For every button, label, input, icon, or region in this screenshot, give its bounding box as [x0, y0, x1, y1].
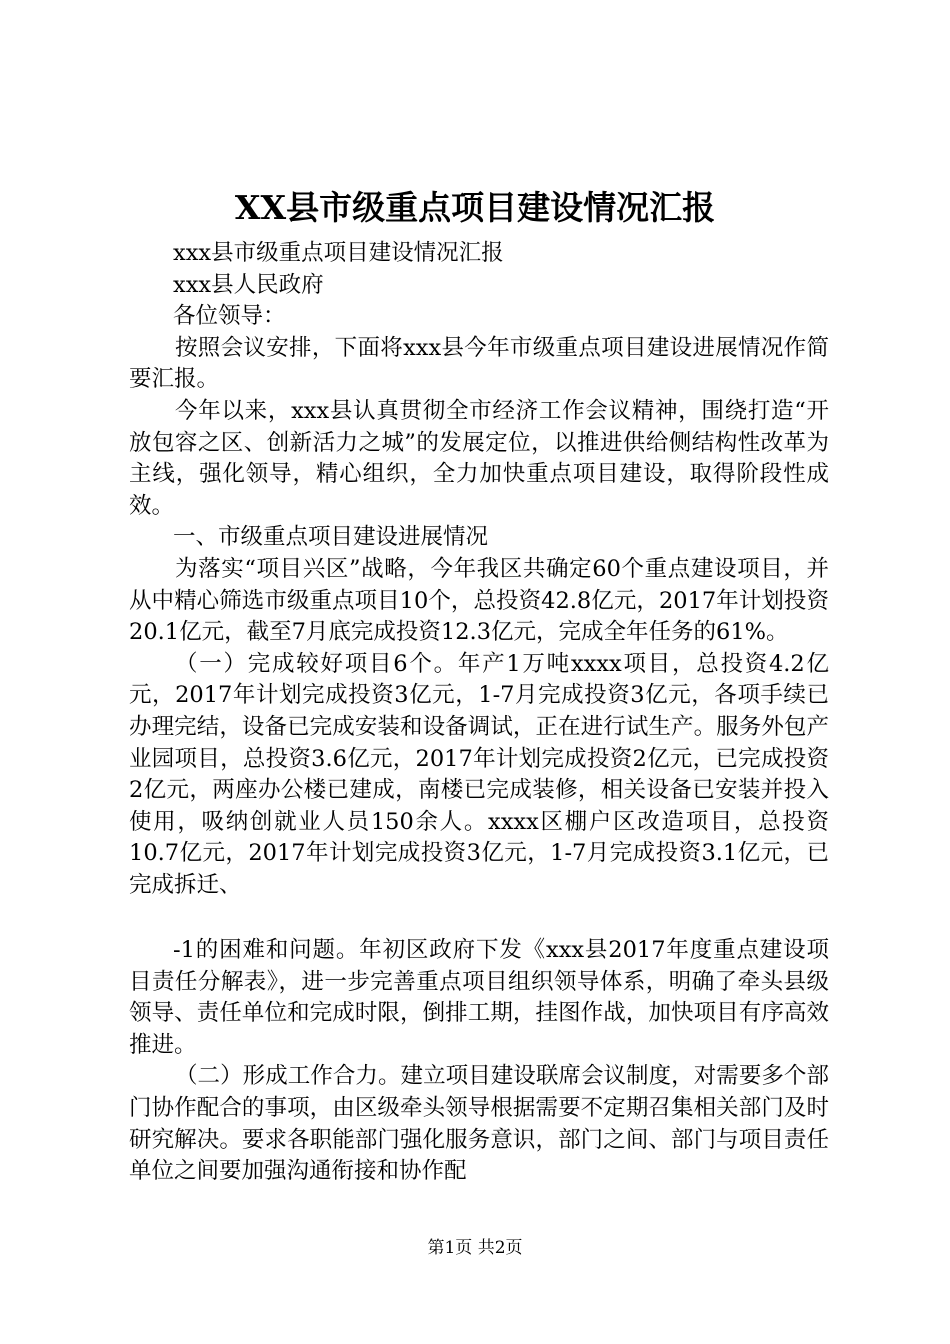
- paragraph-difficulties: -1的困难和问题。年初区政府下发《xxx县2017年度重点建设项目责任分解表》，进一步完善重点项目组织领导体系，明确了牵头县级领导、责任单位和完成时限，倒排工期，挂图作战，加快项目有序高效推进。: [129, 937, 829, 1058]
- paragraph-report-heading: xxx县市级重点项目建设情况汇报: [173, 240, 504, 266]
- paragraph-strategy: 为落实“项目兴区”战略，今年我区共确定60个重点建设项目，并从中精心筛选市级重点项目10个，总投资42.8亿元，2017年计划投资20.1亿元，截至7月底完成投资12.3亿元，完成全年任务的61%。: [129, 555, 829, 646]
- paragraph-synergy: （二）形成工作合力。建立项目建设联席会议制度，对需要多个部门协作配合的事项，由区级牵头领导根据需要不定期召集相关部门及时研究解决。要求各职能部门强化服务意识，部门之间、部门与项目责任单位之间要加强沟通衔接和协作配: [129, 1063, 829, 1185]
- body-text-page1: [129, 238, 829, 901]
- page-footer: 第1页 共2页: [427, 1238, 523, 1258]
- body-text-page2: [129, 935, 829, 1188]
- paragraph-completed-projects: （一）完成较好项目6个。年产1万吨xxxx项目，总投资4.2亿元，2017年计划完成投资3亿元，1-7月完成投资3亿元，各项手续已办理完结，设备已完成安装和设备调试，正在进行试生产。服务外包产业园项目，总投资3.6亿元，2017年计划完成投资2亿元，已完成投资2亿元，两座办公楼已建成，南楼已完成装修，相关设备已安装并投入使用，吸纳创就业人员150余人。xxxx区棚户区改造项目，总投资10.7亿元，2017年计划完成投资3亿元，1-7月完成投资3.1亿元，已完成拆迁、: [129, 650, 829, 898]
- paragraph-overview: 今年以来，xxx县认真贯彻全市经济工作会议精神，围绕打造“开放包容之区、创新活力之城”的发展定位，以推进供给侧结构性改革为主线，强化领导，精心组织，全力加快重点项目建设，取得阶段性成效。: [129, 397, 829, 519]
- section-heading-progress: 一、市级重点项目建设进展情况: [173, 524, 489, 551]
- paragraph-issuer: xxx县人民政府: [173, 271, 324, 298]
- paragraph-intro: 按照会议安排，下面将xxx县今年市级重点项目建设进展情况作简要汇报。: [129, 334, 829, 393]
- document-title: XX县市级重点项目建设情况汇报: [234, 188, 716, 227]
- paragraph-salutation: 各位领导：: [173, 303, 286, 330]
